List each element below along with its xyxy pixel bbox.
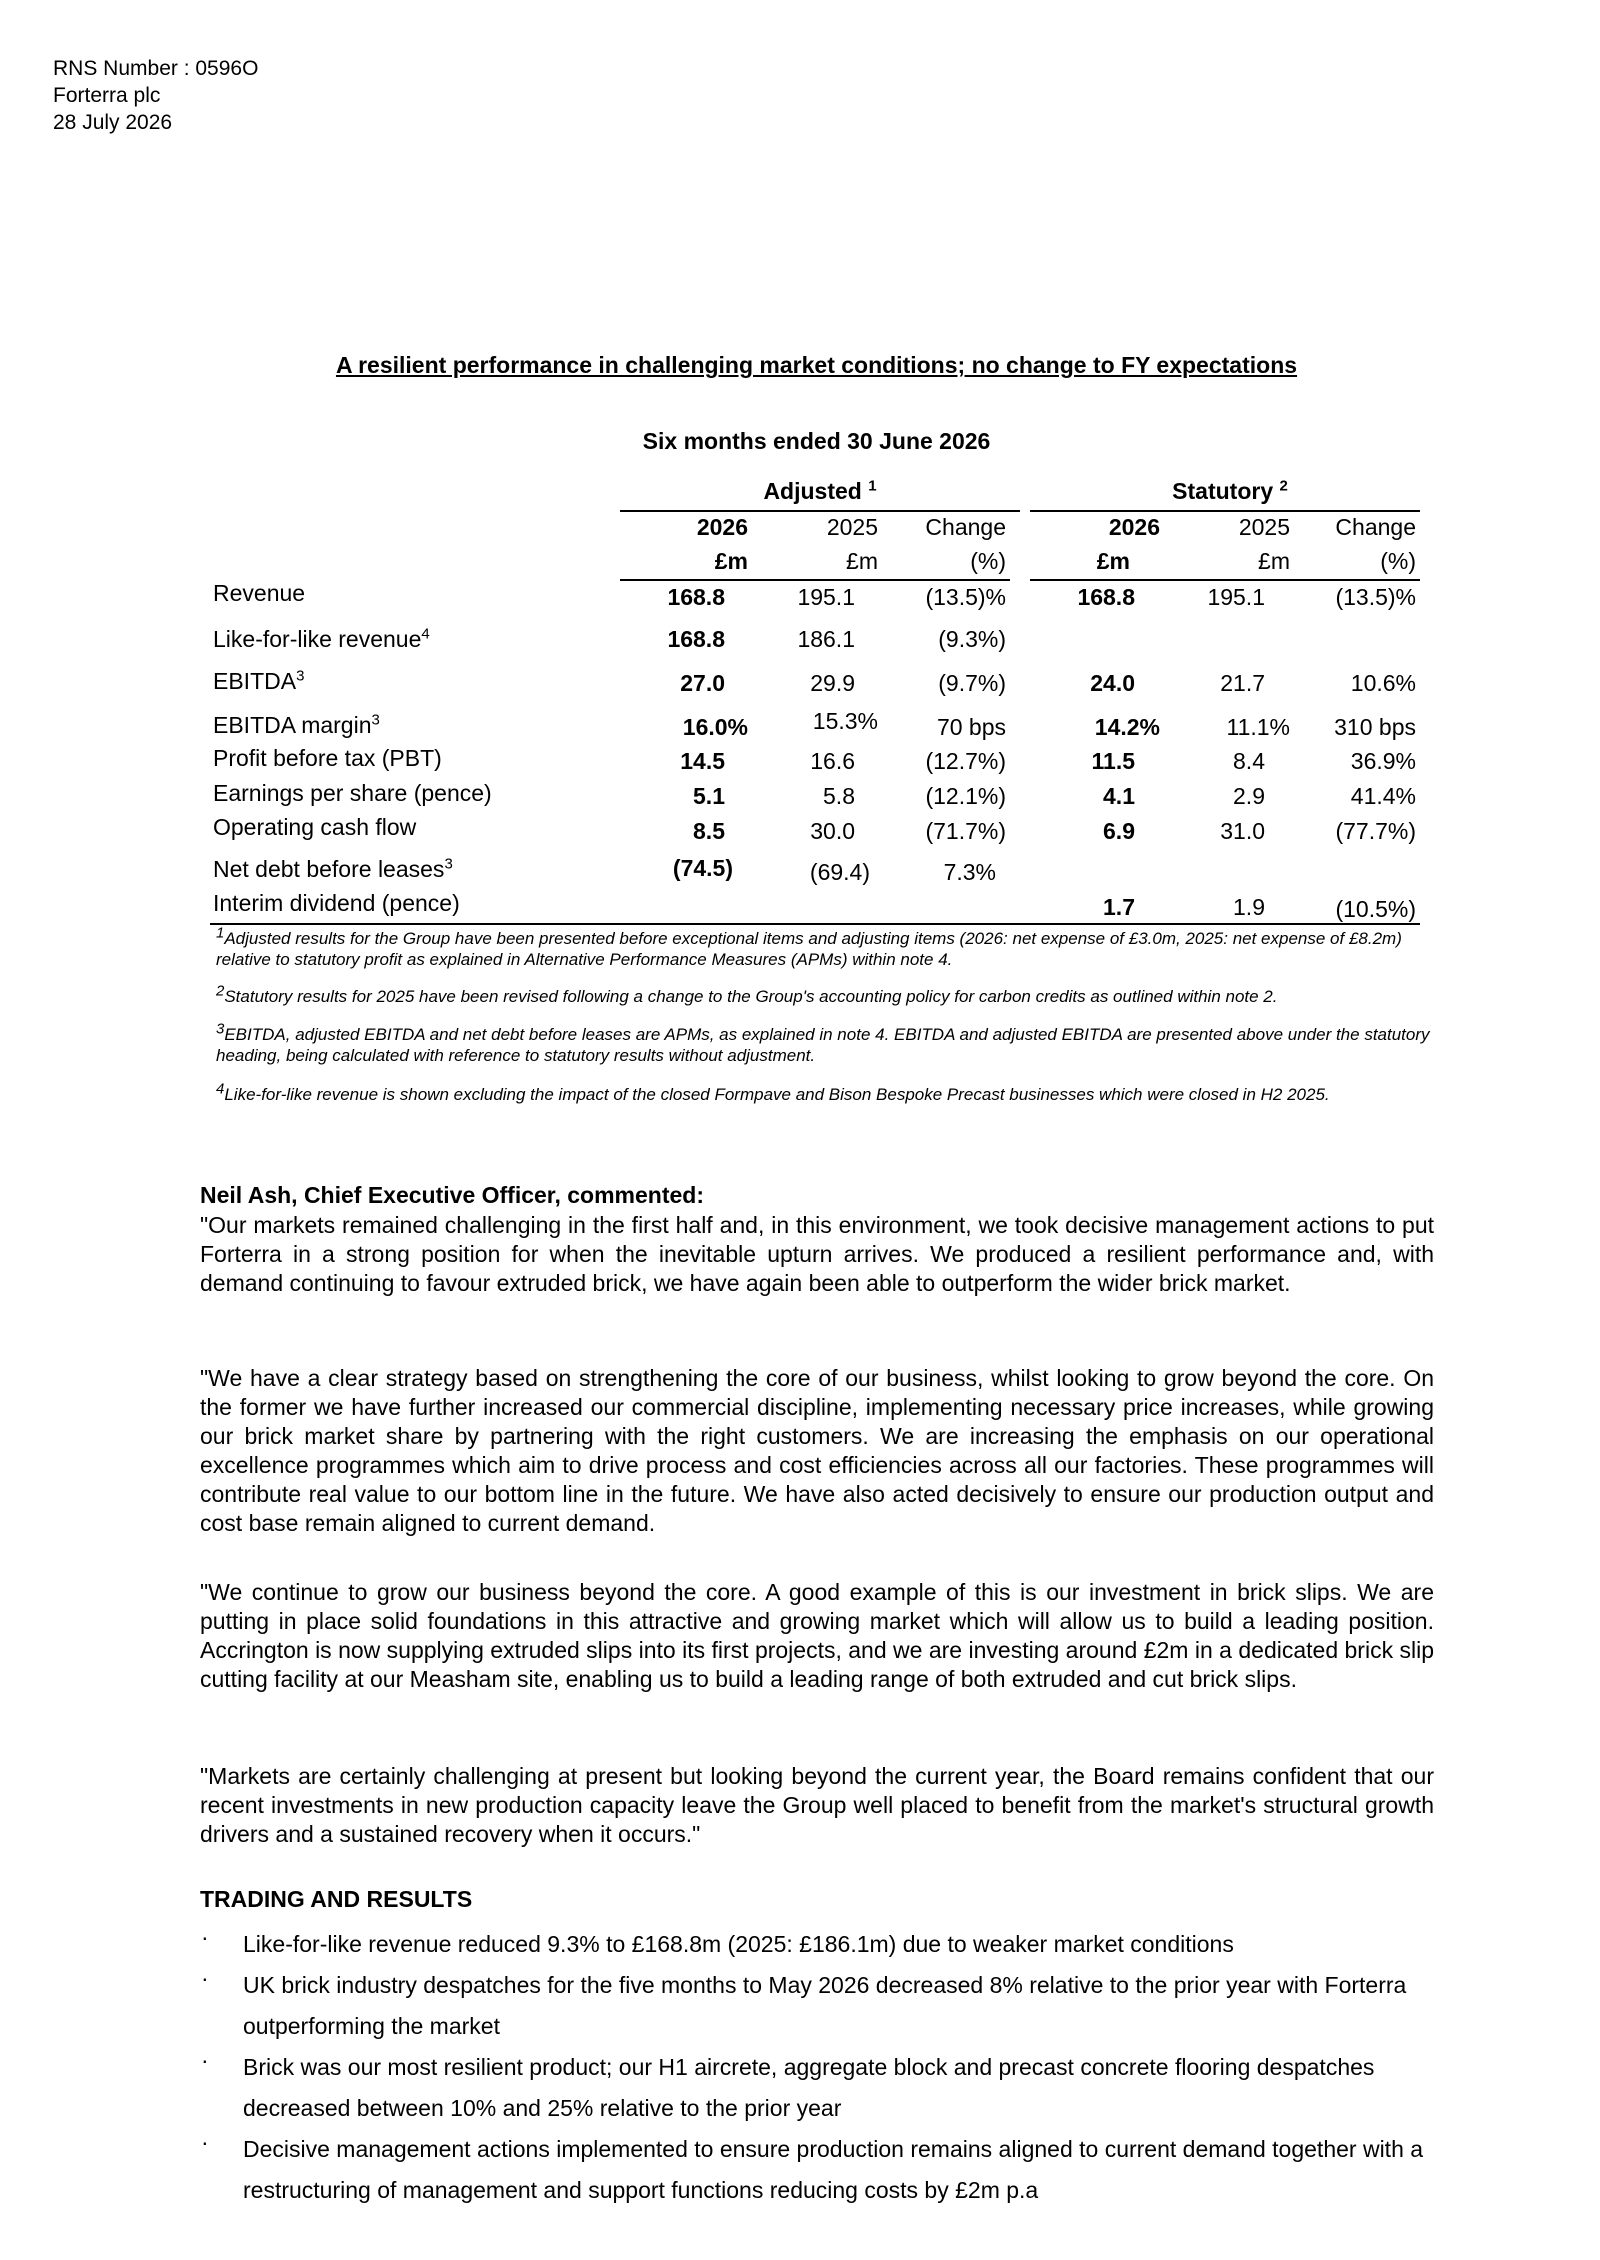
footnote-number: 3 <box>216 1020 225 1038</box>
row-label <box>213 668 304 695</box>
statutory-label: Statutory <box>1172 478 1274 504</box>
cell-adj-2026: 16.0% <box>682 714 748 740</box>
footnote <box>216 1080 1434 1105</box>
cell-adj-change: (9.3%) <box>938 626 1006 652</box>
cell-stat-2026: 6.9 <box>1103 818 1135 844</box>
cell-stat-change: 41.4% <box>1350 783 1416 809</box>
cell-stat-change: (77.7%) <box>1335 818 1416 844</box>
cell-adj-2025: 195.1 <box>797 584 855 610</box>
cell-adj-2025: 30.0 <box>810 818 855 844</box>
unit-stat-2025: £m <box>1258 548 1290 574</box>
footnote-text: Statutory results for 2025 have been revised following a change to the Group's accounting policy for carbon credits as outlined within note 2. <box>224 987 1278 1006</box>
headline: A resilient performance in challenging market conditions; no change to FY expectations <box>335 352 1298 378</box>
ceo-paragraph: "Our markets remained challenging in the first half and, in this environment, we took decisive management actions to put Forterra in a strong position for when the inevitable upturn arrives. We produced a resilient performance and, with demand continuing to favour extruded brick, we have again been able to outperform the wider brick market. <box>200 1212 1434 1296</box>
cell-adj-2026: 14.5 <box>680 748 725 774</box>
cell-adj-change: (9.7%) <box>938 670 1006 696</box>
row-label-text: EBITDA margin <box>213 712 372 738</box>
cell-adj-2026: 168.8 <box>667 584 725 610</box>
row-label: Earnings per share (pence) <box>213 780 492 806</box>
adjusted-sup: 1 <box>868 477 877 495</box>
bullet-text: Decisive management actions implemented to ensure production remains aligned to current demand together with a restructuring of management and support functions reducing costs by £2m p.a <box>243 2136 1424 2203</box>
bullet-icon: · <box>201 2047 209 2073</box>
cell-stat-2026: 1.7 <box>1103 894 1135 920</box>
footnote <box>216 982 1434 1007</box>
row-label-text: Net debt before leases <box>213 856 445 882</box>
row-label-sup: 3 <box>371 711 380 729</box>
row-label <box>213 856 453 883</box>
col-stat-2026: 2026 <box>1108 514 1160 540</box>
col-adj-change: Change <box>925 514 1006 540</box>
header-underline-statutory <box>1030 579 1420 581</box>
col-adj-2026: 2026 <box>696 514 748 540</box>
unit-stat-change: (%) <box>1380 548 1416 574</box>
rns-header <box>53 55 258 136</box>
cell-adj-2025: 5.8 <box>823 783 855 809</box>
bullet-text: Like-for-like revenue reduced 9.3% to £168.8m (2025: £186.1m) due to weaker market conditions <box>243 1931 1234 1957</box>
unit-stat-2026: £m <box>1096 548 1130 574</box>
cell-adj-2025: (69.4) <box>809 859 870 885</box>
row-label: Operating cash flow <box>213 814 417 840</box>
bullet-icon: · <box>201 2129 209 2155</box>
ceo-heading: Neil Ash, Chief Executive Officer, commented: <box>200 1182 705 1208</box>
statutory-underline <box>1030 510 1420 512</box>
row-label-text: EBITDA <box>213 668 297 694</box>
cell-adj-change: (12.1%) <box>925 783 1006 809</box>
cell-stat-2025: 195.1 <box>1207 584 1265 610</box>
statutory-group-header <box>1030 478 1430 505</box>
cell-stat-2025: 2.9 <box>1233 783 1265 809</box>
footnote <box>216 924 1434 970</box>
cell-adj-change: 70 bps <box>936 714 1006 740</box>
trading-heading: TRADING AND RESULTS <box>200 1886 473 1912</box>
cell-adj-2025: 15.3% <box>812 708 878 734</box>
footnote <box>216 1020 1434 1066</box>
row-label <box>213 626 430 653</box>
adjusted-group-header <box>620 478 1020 505</box>
adjusted-label: Adjusted <box>763 478 862 504</box>
cell-stat-2025: 31.0 <box>1220 818 1265 844</box>
cell-stat-2026: 168.8 <box>1077 584 1135 610</box>
row-label-sup: 3 <box>296 667 305 685</box>
row-label-sup: 4 <box>421 625 430 643</box>
cell-adj-2026: 168.8 <box>667 626 725 652</box>
cell-adj-2025: 29.9 <box>810 670 855 696</box>
col-adj-2025: 2025 <box>826 514 878 540</box>
footnote-text: Like-for-like revenue is shown excluding the impact of the closed Formpave and Bison Bespoke Precast businesses which were closed in H2 2025. <box>224 1085 1330 1104</box>
adjusted-underline <box>620 510 1020 512</box>
bullet-icon: · <box>201 1924 209 1950</box>
cell-adj-2026: 8.5 <box>693 818 725 844</box>
cell-stat-2026: 14.2% <box>1094 714 1160 740</box>
table-bottom-rule <box>210 923 1420 925</box>
col-stat-change: Change <box>1335 514 1416 540</box>
cell-adj-2026: (74.5) <box>672 855 733 881</box>
cell-stat-2025: 21.7 <box>1220 670 1265 696</box>
release-date: 28 July 2026 <box>53 111 173 134</box>
period-heading: Six months ended 30 June 2026 <box>642 428 991 454</box>
cell-adj-2026: 27.0 <box>680 670 725 696</box>
cell-stat-2025: 1.9 <box>1233 894 1265 920</box>
cell-stat-2026: 24.0 <box>1090 670 1135 696</box>
cell-stat-change: 310 bps <box>1334 714 1416 740</box>
cell-stat-2025: 11.1% <box>1226 714 1290 740</box>
row-label: Revenue <box>213 580 306 606</box>
cell-adj-2026: 5.1 <box>693 783 725 809</box>
cell-adj-change: (71.7%) <box>925 818 1006 844</box>
unit-adj-2026: £m <box>714 548 748 574</box>
cell-stat-change: (10.5%) <box>1335 896 1416 922</box>
ceo-paragraph: "Markets are certainly challenging at present but looking beyond the current year, the Board remains confident that our recent investments in new production capacity leave the Group well placed to benefit from the market's structural growth drivers and a sustained recovery when it occurs." <box>200 1763 1434 1847</box>
ceo-paragraph: "We continue to grow our business beyond the core. A good example of this is our investment in brick slips. We are putting in place solid foundations in this attractive and growing market which will allow us to build a leading position. Accrington is now supplying extruded slips into its first projects, and we are investing around £2m in a dedicated brick slip cutting facility at our Measham site, enabling us to build a leading range of both extruded and cut brick slips. <box>200 1579 1434 1692</box>
header-underline-adjusted <box>620 579 1010 581</box>
footnote-text: Adjusted results for the Group have been presented before exceptional items and adjusting items (2026: net expense of £3.0m, 2025: net expense of £8.2m) relative to statutory profit as explained in Alternative Performance Measures (APMs) within note 4. <box>216 929 1402 969</box>
row-label-sup: 3 <box>444 855 453 873</box>
unit-adj-2025: £m <box>846 548 878 574</box>
cell-stat-change: (13.5)% <box>1335 584 1416 610</box>
footnote-text: EBITDA, adjusted EBITDA and net debt before leases are APMs, as explained in note 4. EBITDA and adjusted EBITDA are presented above under the statutory heading, being calculated with reference to statutory results without adjustment. <box>216 1025 1430 1065</box>
col-stat-2025: 2025 <box>1238 514 1290 540</box>
rns-number: RNS Number : 0596O <box>53 57 259 80</box>
footnote-number: 2 <box>216 982 225 1000</box>
row-label-text: Like-for-like revenue <box>213 626 422 652</box>
row-label: Profit before tax (PBT) <box>213 745 442 771</box>
cell-adj-2025: 16.6 <box>810 748 855 774</box>
cell-adj-2025: 186.1 <box>797 626 855 652</box>
footnote-number: 4 <box>216 1080 225 1098</box>
bullet-icon: · <box>201 1965 209 1991</box>
cell-stat-change: 36.9% <box>1350 748 1416 774</box>
footnote-number: 1 <box>216 924 225 942</box>
ceo-paragraph: "We have a clear strategy based on strengthening the core of our business, whilst looking to grow beyond the core. On the former we have further increased our commercial discipline, implementing necessary price increases, while growing our brick market share by partnering with the right customers. We are increasing the emphasis on our operational excellence programmes which aim to drive process and cost efficiencies across all our factories. These programmes will contribute real value to our bottom line in the future. We have also acted decisively to ensure our production output and cost base remain aligned to current demand. <box>200 1365 1434 1536</box>
cell-stat-change: 10.6% <box>1350 670 1416 696</box>
cell-adj-change: (13.5)% <box>925 584 1006 610</box>
row-label: Interim dividend (pence) <box>213 890 460 916</box>
bullet-text: Brick was our most resilient product; our H1 aircrete, aggregate block and precast concrete flooring despatches decreased between 10% and 25% relative to the prior year <box>243 2054 1375 2121</box>
cell-stat-2025: 8.4 <box>1233 748 1265 774</box>
statutory-sup: 2 <box>1279 477 1288 495</box>
company-name: Forterra plc <box>53 84 161 107</box>
cell-stat-2026: 4.1 <box>1103 783 1135 809</box>
bullet-text: UK brick industry despatches for the five months to May 2026 decreased 8% relative to the prior year with Forterra outperforming the market <box>243 1972 1407 2039</box>
unit-adj-change: (%) <box>970 548 1006 574</box>
cell-adj-change: 7.3% <box>943 859 996 885</box>
cell-stat-2026: 11.5 <box>1091 748 1135 774</box>
row-label <box>213 712 380 739</box>
cell-adj-change: (12.7%) <box>925 748 1006 774</box>
